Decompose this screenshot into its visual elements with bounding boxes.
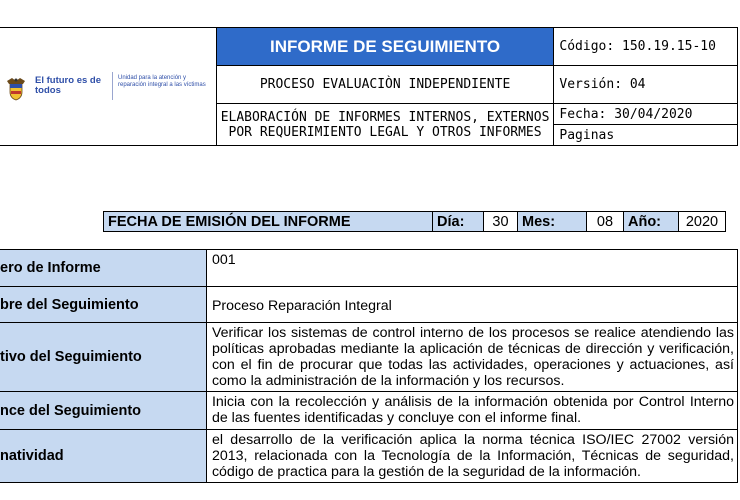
row-label — [0, 392, 206, 430]
report-number-value: 001 — [206, 250, 737, 287]
row-label — [0, 250, 206, 287]
regulation-label: natividad — [0, 448, 64, 464]
emission-date-bar — [103, 211, 726, 232]
table-row — [0, 323, 738, 392]
day-value: 30 — [484, 212, 518, 232]
follow-up-name-value: Proceso Reparación Integral — [206, 287, 737, 323]
colombia-coat-of-arms-icon — [5, 75, 27, 101]
table-row — [0, 430, 738, 483]
emission-date-label: FECHA DE EMISIÓN DEL INFORME — [104, 212, 433, 232]
follow-up-name-label: bre del Seguimiento — [0, 296, 139, 313]
objective-label: tivo del Seguimiento — [0, 349, 142, 365]
regulation-value: el desarrollo de la verificación aplica la norma técnica ISO/IEC 27002 versión 2013, relacionada con la Tecnología de la Información, Técnicas de seguridad, código de practica para la gestión de la seguridad de la información. — [206, 430, 737, 483]
document-code: Código: 150.19.15-10 — [554, 28, 738, 66]
report-title: INFORME DE SEGUIMIENTO — [216, 28, 554, 66]
document-date: Fecha: 30/04/2020 — [554, 104, 738, 125]
year-value: 2020 — [679, 212, 726, 232]
report-details-table — [0, 249, 738, 483]
year-label: Año: — [624, 212, 679, 232]
logo-unit-name: Unidad para la atención y reparación integral a las víctimas — [118, 75, 206, 88]
table-row — [0, 287, 738, 323]
logo-cell — [0, 28, 216, 146]
table-row — [0, 250, 738, 287]
month-value: 08 — [587, 212, 624, 232]
month-label: Mes: — [518, 212, 587, 232]
row-label — [0, 287, 206, 323]
report-number-label: ero de Informe — [0, 260, 101, 276]
scope-label: nce del Seguimiento — [0, 402, 141, 419]
row-label — [0, 323, 206, 392]
logo-slogan: El futuro es de todos — [35, 75, 101, 96]
day-label: Día: — [433, 212, 484, 232]
table-row — [0, 392, 738, 430]
row-label — [0, 430, 206, 483]
process-name: PROCESO EVALUACIÒN INDEPENDIENTE — [216, 66, 554, 104]
document-version: Versión: 04 — [554, 66, 738, 104]
document-pages: Paginas — [554, 125, 738, 146]
scope-value: Inicia con la recolección y análisis de la información obtenida por Control Interno de las fuentes identificadas y concluye con el informe final. — [206, 392, 737, 430]
objective-value: Verificar los sistemas de control interno de los procesos se realice atendiendo las políticas aprobadas mediante la aplicación de técnicas de dirección y verificación, con el fin de procurar que todas las actividades, operaciones y actuaciones, así como la administración de la información y los recursos. — [206, 323, 737, 392]
procedure-name: ELABORACIÓN DE INFORMES INTERNOS, EXTERNOS POR REQUERIMIENTO LEGAL Y OTROS INFORMES — [216, 104, 554, 146]
document-header — [0, 27, 738, 146]
logo-divider — [112, 72, 113, 100]
